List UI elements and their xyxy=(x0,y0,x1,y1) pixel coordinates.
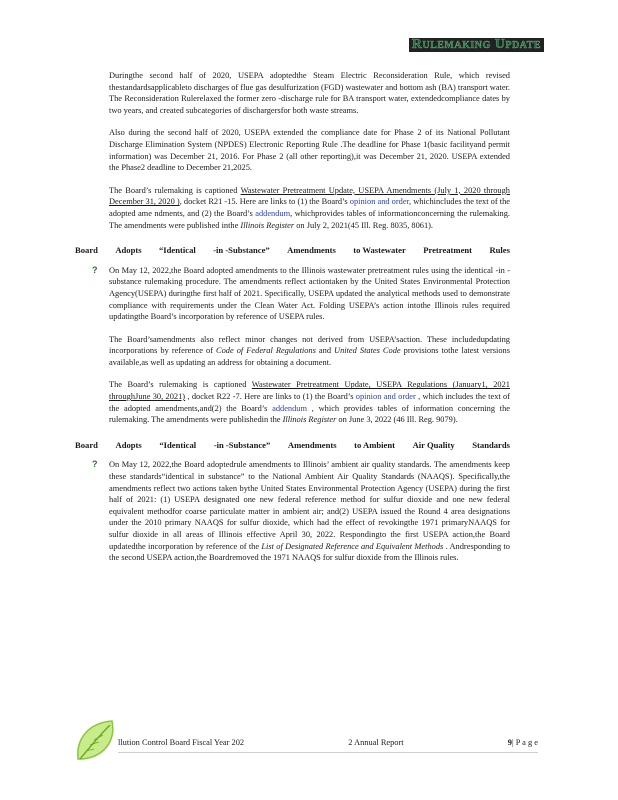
heading-word: -in -Substance” xyxy=(213,439,271,450)
illinois-register: Illinois Register xyxy=(282,415,337,425)
section-heading-wastewater xyxy=(75,245,510,257)
page-label: | P a g e xyxy=(511,738,538,747)
rulemaking-title: Wastewater Pretreatment Update, USEPA Amendments (July 1, 2020 through December 31, 2020 ) xyxy=(109,185,510,207)
heading-word: Rules xyxy=(489,245,510,256)
heading-word: Board xyxy=(75,439,98,450)
bullet-item-air-quality xyxy=(92,459,510,563)
list-title: List of Designated Reference and Equivalent Methods xyxy=(261,541,444,551)
heading-word: Board xyxy=(75,245,98,256)
caption-text: , docket R21 -15. Here are links to (1) the Board’s xyxy=(179,197,350,207)
opinion-order-link[interactable]: opinion and order xyxy=(355,392,416,402)
heading-word: to Wastewater xyxy=(353,245,406,256)
caption-r21-15 xyxy=(109,185,510,231)
caption-text: , which includes the text of the adopted amendments,and(2) the Board’s xyxy=(109,392,511,413)
bullet-paragraph xyxy=(109,459,510,563)
usc-title: United States Code xyxy=(334,346,401,356)
heading-word: Amendments xyxy=(287,439,337,450)
paragraph-text: provisions tothe latest versions available,as well as updating an address for obtaining a document. xyxy=(109,346,511,367)
cfr-title: Code of Federal Regulations xyxy=(216,346,316,356)
paragraph-text: On May 12, 2022,the Board adoptedrule amendments to Illinois’ ambient air quality standards. The amendments keep these standards“identical in substance” to the National Ambient Air Quality Standards (NAAQS). Specifically,the amendments reflect two actions taken bythe United States Environmental Protection Agency (USEPA) during the first half of 2021: (1) USEPA designated one new federal reference method for sulfur dioxide and one new federal equivalent methodfor coarse particulate matter in ambient air; and(2) USEPA issued the Round 4 area designations under the 2010 primary NAAQS for sulfur dioxide, which had the effect of revokingthe 1971 primaryNAAQS for sulfur dioxide in all areas of Illinois effective April 30, 2022. Respondingto the first USEPA action,the Board updatedthe incorporation by reference of the xyxy=(109,460,510,551)
heading-word: to Ambient xyxy=(354,439,395,450)
paragraph-text: . Andresponding to the second USEPA action,the Boardremoved the 1971 NAAQS for sulfur dioxide from the Illinois rules. xyxy=(109,541,510,563)
paragraph-text: The Board’samendments also reflect minor changes not derived from USEPA’saction. These includedupdating incorporations by reference of xyxy=(109,334,510,356)
footer-divider xyxy=(118,752,538,753)
bullet-item-wastewater xyxy=(92,264,510,323)
addendum-link[interactable]: addendum xyxy=(272,403,308,413)
page-number: 9 xyxy=(507,738,512,747)
bullet-paragraph: On May 12, 2022,the Board adopted amendments to the Illinois wastewater pretreatment rules using the identical -in -substance rulemaking procedure. The amendments reflect actiontaken by the United States Environmental Protection Agency(USEPA) duringthe first half of 2021. Specifically, USEPA updated the analytical methods used to demonstrate compliance with requirements under the Clean Water Act. Folding USEPA’s action intothe Illinois rules required updatingthe Board’s incorporation by reference of USEPA rules. xyxy=(109,265,510,322)
heading-word: Adopts xyxy=(115,245,142,256)
caption-text: The Board’s rulemaking is captioned xyxy=(109,185,241,195)
paragraph-steam-electric: Duringthe second half of 2020, USEPA adoptedthe Steam Electric Reconsideration Rule, which revised thestandardsapplicableto discharges of flue gas desulfurization (FGD) wastewater and bottom ash (BA) transport water. The Reconsideration Rulerelaxed the former zero -discharge rule for BA transport water, extendedcompliance dates by two years, and created subcategories of dischargersfor both waste streams. xyxy=(109,71,510,115)
addendum-link[interactable]: addendum xyxy=(255,208,291,218)
caption-text: on June 3, 2022 (46 Ill. Reg. 9079). xyxy=(336,415,458,425)
leaf-logo-icon xyxy=(72,715,122,765)
footer-middle-text: 2 Annual Report xyxy=(348,738,404,747)
heading-word: Standards xyxy=(472,439,510,450)
paragraph-npdes: Also during the second half of 2020, USEPA extended the compliance date for Phase 2 of its National Pollutant Discharge Elimination System (NPDES) Electronic Reporting Rule .The deadline for Phase 1(basic facilityand permit information) was December 21, 2016. For Phase 2 (all other reporting),it was December 21, 2020. USEPA extended the Phase2 deadline to December 21,2025. xyxy=(109,128,510,173)
heading-word: “Identical xyxy=(158,245,196,256)
heading-word: Pretreatment xyxy=(423,245,473,256)
caption-text: The Board’s rulemaking is captioned xyxy=(109,380,252,390)
page-header-title: Rulemaking Update xyxy=(409,38,544,52)
page-footer xyxy=(118,738,538,747)
heading-word: Adopts xyxy=(115,439,142,450)
heading-word: “Identical xyxy=(159,439,197,450)
paragraph-text: and xyxy=(315,346,335,356)
heading-word: -in -Substance” xyxy=(213,245,270,256)
caption-r22-7 xyxy=(109,379,510,425)
heading-word: Air Quality xyxy=(412,439,455,450)
footer-page xyxy=(508,738,538,747)
caption-text: , which provides tables of information concerning the rulemaking. The amendments were publishedin the xyxy=(109,403,510,425)
bullet-icon: ? xyxy=(92,264,98,275)
caption-text: , docket R22 -7. Here are links to (1) the Board’s xyxy=(185,392,356,402)
opinion-order-link[interactable]: opinion and order xyxy=(349,197,410,207)
caption-text: , whichprovides tables of informationconcerning the rulemaking. The amendments were published inthe xyxy=(109,208,510,230)
bullet-icon: ? xyxy=(92,459,98,470)
paragraph-board-amendments xyxy=(109,334,510,369)
rulemaking-title: Wastewater Pretreatment Update, USEPA Regulations (January1, 2021 throughJune 30, 2021) xyxy=(109,380,510,402)
footer-left-text: llution Control Board Fiscal Year 202 xyxy=(118,738,245,747)
caption-text: , whichincludes the text of the adopted ame ndments, and (2) the Board’s xyxy=(109,197,510,218)
section-heading-air-quality xyxy=(75,440,510,452)
caption-text: on July 2, 2021(45 Ill. Reg. 8035, 8061). xyxy=(294,220,434,230)
heading-word: Amendments xyxy=(287,245,336,256)
document-body xyxy=(0,70,618,575)
illinois-register: Illinois Register xyxy=(240,220,295,230)
